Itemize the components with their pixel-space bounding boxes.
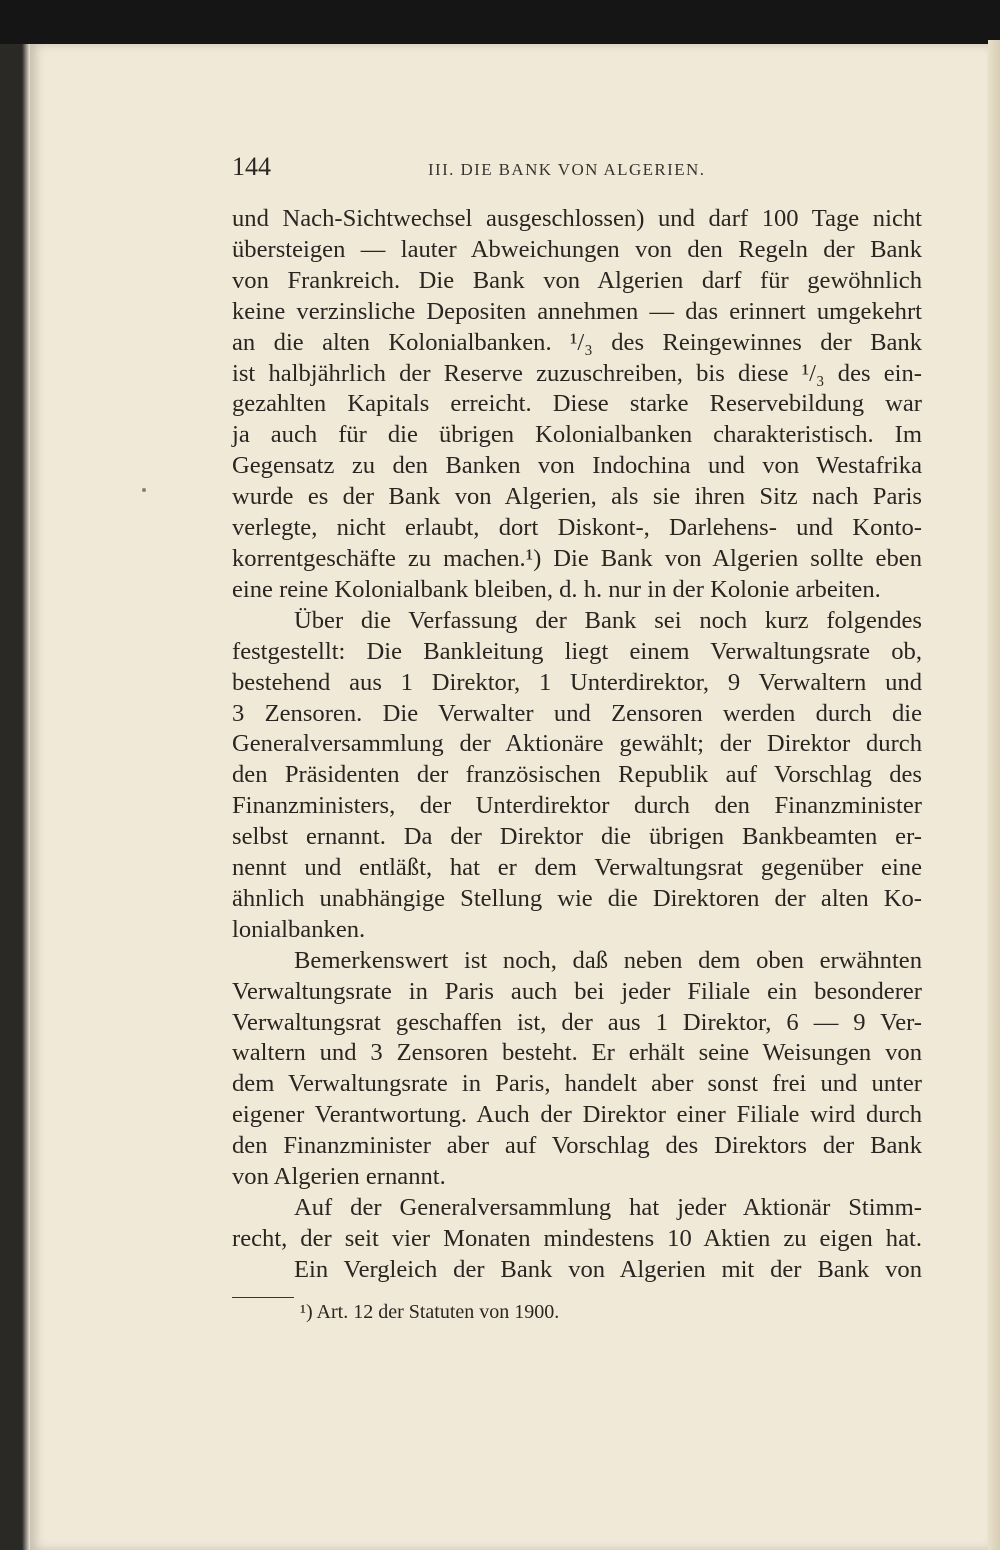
text-line: dem Verwaltungsrate in Paris, handelt aber sonst frei und unter <box>232 1070 922 1098</box>
text-line: ähnlich unabhängige Stellung wie die Direktoren der alten Ko- <box>232 884 922 912</box>
paper-speck <box>142 488 146 492</box>
text-line: den Finanzminister aber auf Vorschlag des Direktors der Bank <box>232 1132 922 1160</box>
text-line: bestehend aus 1 Direktor, 1 Unterdirektor, 9 Verwaltern und <box>232 668 922 696</box>
footnote-rule <box>232 1297 294 1298</box>
text-line: Gegensatz zu den Banken von Indochina und von Westafrika <box>232 452 922 480</box>
text-line: ja auch für die übrigen Kolonialbanken charakteristisch. Im <box>232 421 922 449</box>
text-line: eigener Verantwortung. Auch der Direktor einer Filiale wird durch <box>232 1101 922 1129</box>
text-line: verlegte, nicht erlaubt, dort Diskont-, Darlehens- und Konto- <box>232 514 922 542</box>
text-line: wurde es der Bank von Algerien, als sie ihren Sitz nach Paris <box>232 483 922 511</box>
chapter-heading: III. DIE BANK VON ALGERIEN. <box>428 160 706 179</box>
text-line: festgestellt: Die Bankleitung liegt einem Verwaltungsrate ob, <box>232 637 922 665</box>
text-line: recht, der seit vier Monaten mindestens 10 Aktien zu eigen hat. <box>232 1224 922 1252</box>
text-line: gezahlten Kapitals erreicht. Diese starke Reservebildung war <box>232 390 922 418</box>
text-line: übersteigen — lauter Abweichungen von den Regeln der Bank <box>232 235 922 263</box>
text-line: und Nach-Sichtwechsel ausgeschlossen) und darf 100 Tage nicht <box>232 205 922 232</box>
scan-top-border <box>0 0 1000 44</box>
body-text <box>232 204 922 1286</box>
text-line: eine reine Kolonialbank bleiben, d. h. nur in der Kolonie arbeiten. <box>232 575 881 603</box>
text-line: von Algerien ernannt. <box>232 1163 446 1191</box>
text-line: den Präsidenten der französischen Republik auf Vorschlag des <box>232 761 922 789</box>
text-line: von Frankreich. Die Bank von Algerien darf für gewöhnlich <box>232 266 922 294</box>
text-line: Ein Vergleich der Bank von Algerien mit der Bank von <box>294 1255 922 1283</box>
text-line: Verwaltungsrate in Paris auch bei jeder Filiale ein besonderer <box>232 977 922 1005</box>
text-line: Bemerkenswert ist noch, daß neben dem oben erwähnten <box>294 946 922 974</box>
text-line: Auf der Generalversammlung hat jeder Aktionär Stimm- <box>294 1194 922 1221</box>
text-line: lonialbanken. <box>232 915 366 943</box>
text-line: selbst ernannt. Da der Direktor die übrigen Bankbeamten er- <box>232 823 922 851</box>
text-line: keine verzinsliche Depositen annehmen — das erinnert umgekehrt <box>232 297 922 325</box>
text-line: an die alten Kolonialbanken. ¹/₃ des Reingewinnes der Bank <box>232 328 922 356</box>
text-line: Verwaltungsrat geschaffen ist, der aus 1 Direktor, 6 — 9 Ver- <box>232 1008 922 1036</box>
text-line: korrentgeschäfte zu machen.¹) Die Bank von Algerien sollte eben <box>232 544 922 572</box>
text-line: Finanzministers, der Unterdirektor durch den Finanzminister <box>232 792 922 820</box>
text-line: nennt und entläßt, hat er dem Verwaltungsrat gegenüber eine <box>232 854 922 882</box>
text-line: ist halbjährlich der Reserve zuzuschreiben, bis diese ¹/₃ des ein- <box>232 359 922 387</box>
footnote: ¹) Art. 12 der Statuten von 1900. <box>300 1301 560 1323</box>
text-line: Über die Verfassung der Bank sei noch kurz folgendes <box>294 606 922 634</box>
page-number: 144 <box>232 152 271 181</box>
text-line: waltern und 3 Zensoren besteht. Er erhält seine Weisungen von <box>232 1039 922 1067</box>
text-line: 3 Zensoren. Die Verwalter und Zensoren werden durch die <box>232 699 922 727</box>
running-head <box>232 152 922 188</box>
page-edge <box>988 40 1000 1550</box>
text-line: Generalversammlung der Aktionäre gewählt; der Direktor durch <box>232 730 922 758</box>
